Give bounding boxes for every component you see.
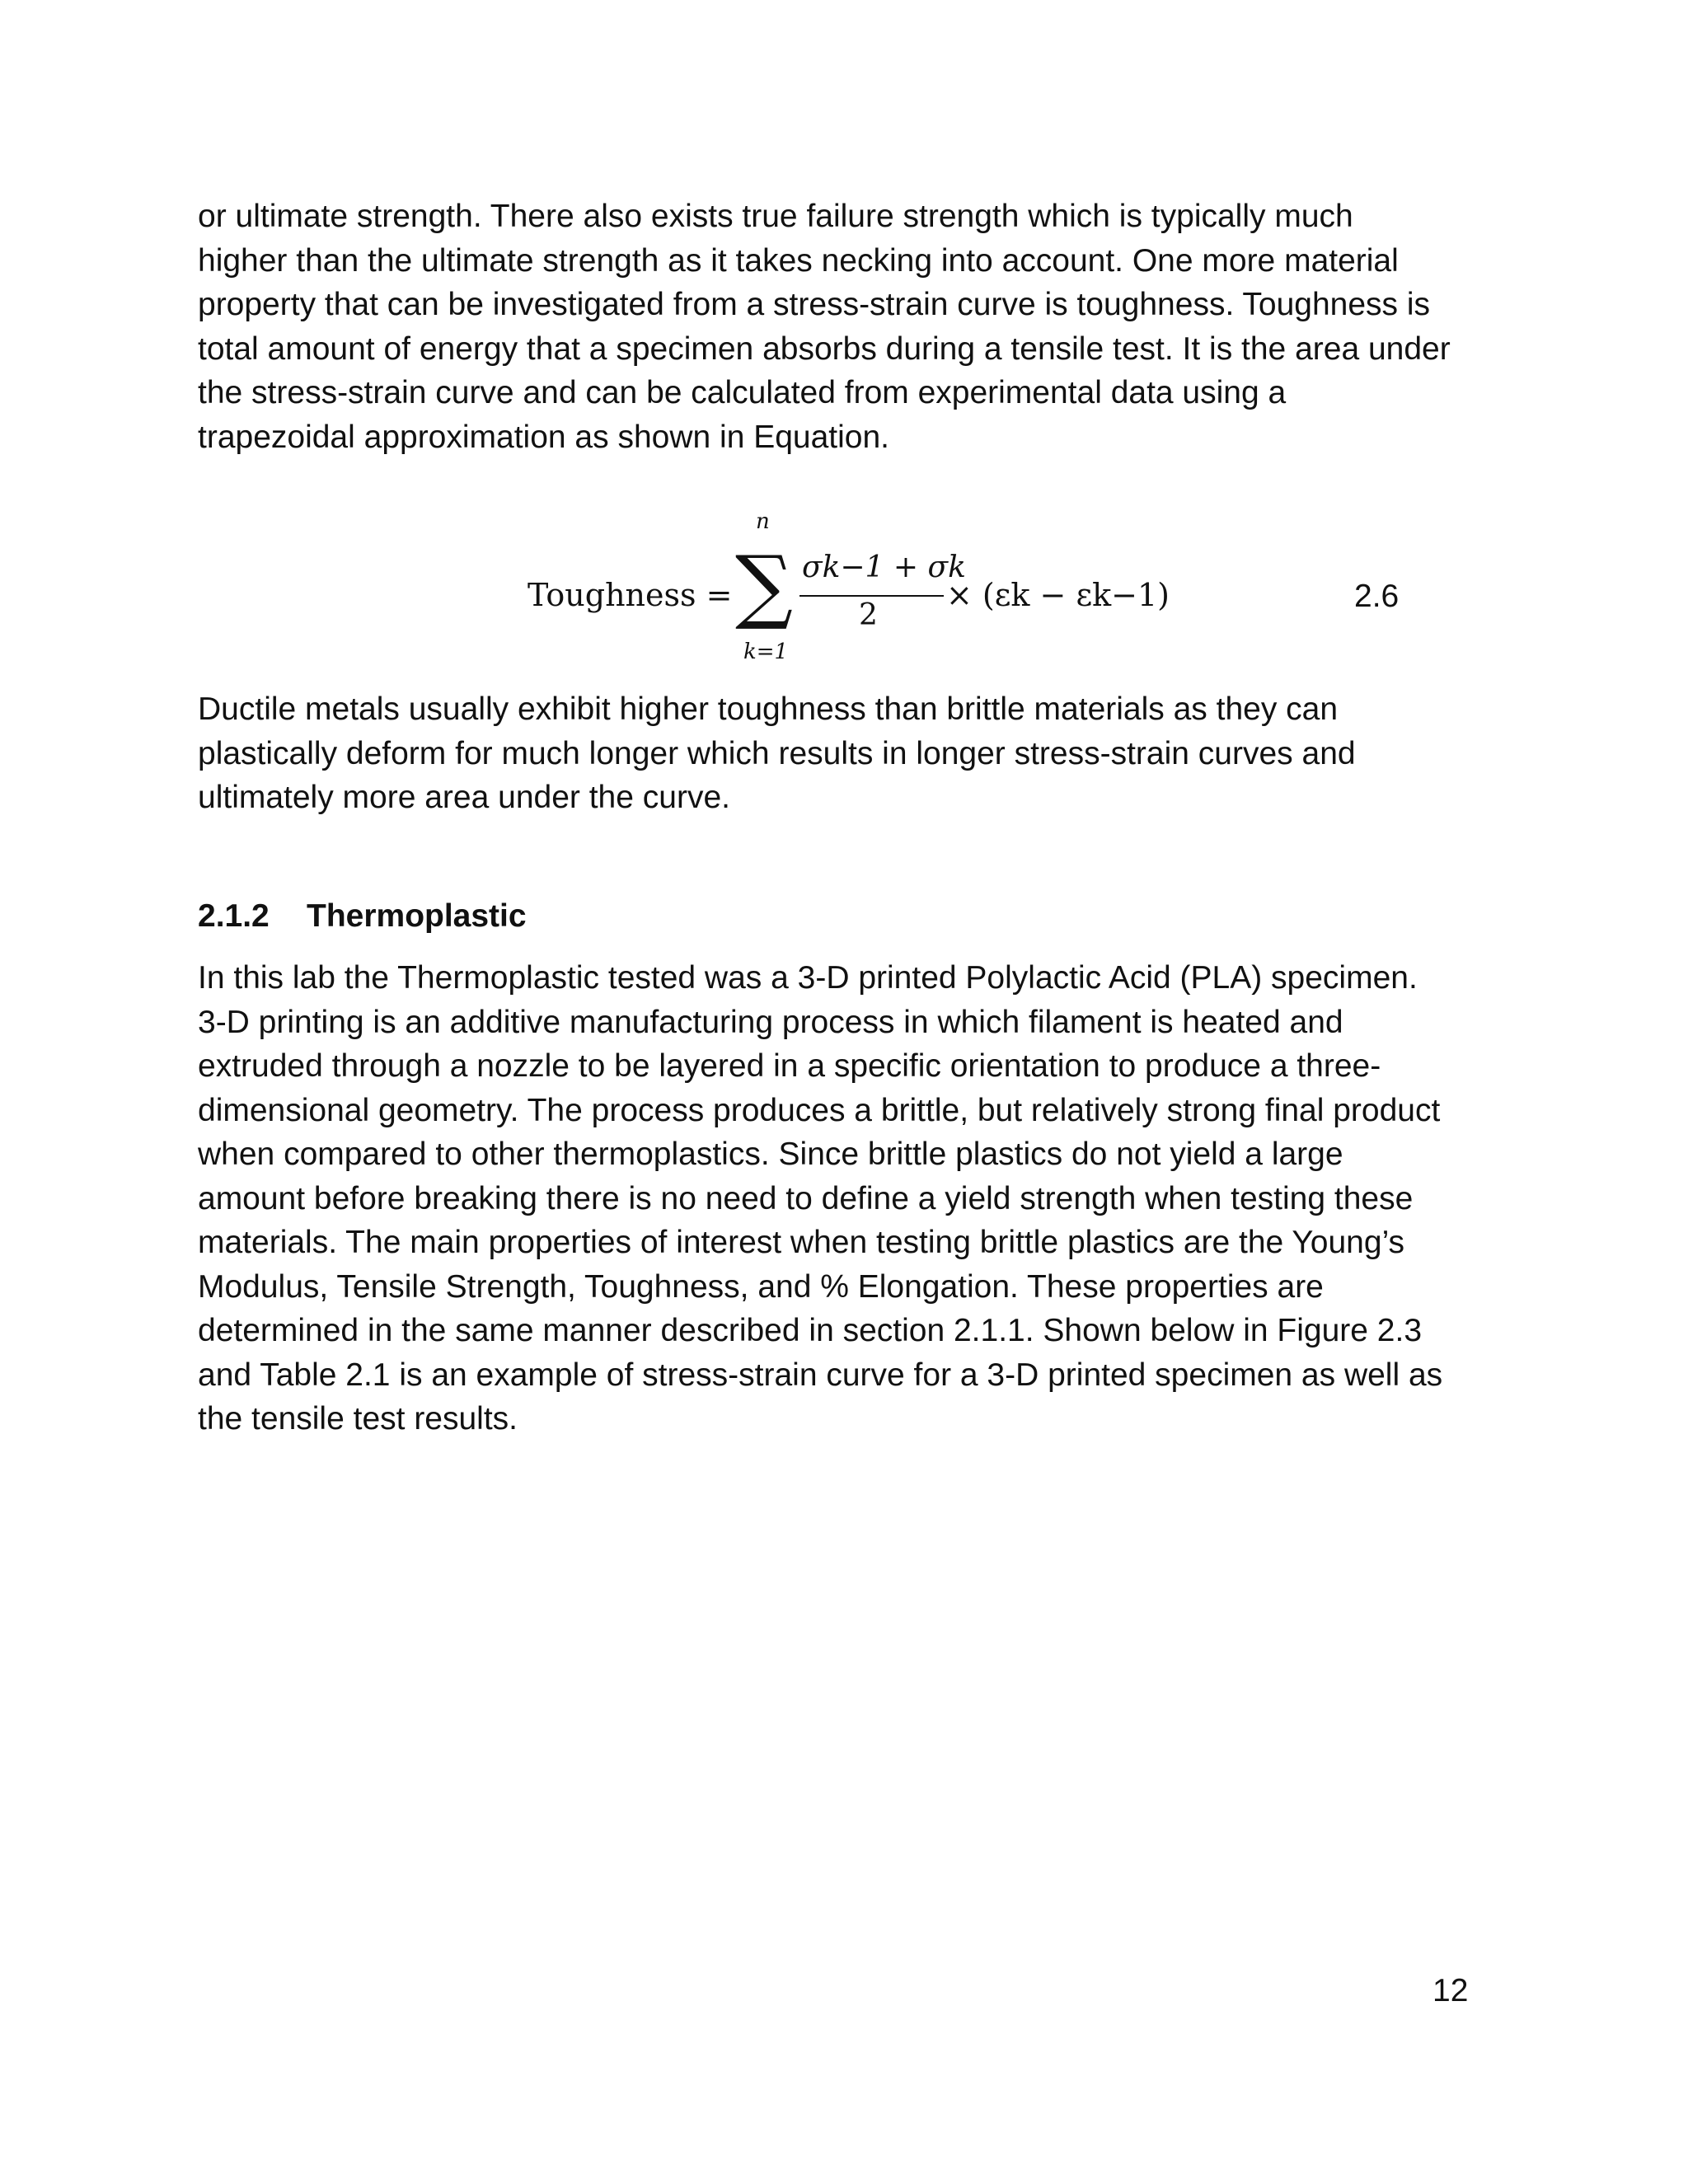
section-heading [198, 898, 527, 935]
paragraph-thermoplastic [198, 956, 1500, 1441]
fraction-denominator: 2 [859, 598, 878, 632]
summation-sign: ∑ [735, 539, 793, 633]
equation-number: 2.6 [1354, 579, 1400, 614]
text-line: ultimately more area under the curve. [198, 780, 730, 815]
text-line: higher than the ultimate strength as it takes necking into account. One more material [198, 242, 1399, 279]
text-line: trapezoidal approximation as shown in Equation. [198, 419, 890, 455]
text-line: the tensile test results. [198, 1401, 518, 1436]
text-line: determined in the same manner described in section 2.1.1. Shown below in Figure 2.3 [198, 1313, 1423, 1348]
text-line: extruded through a nozzle to be layered in a specific orientation to produce a three- [198, 1048, 1381, 1084]
equation-strain-term: × (εk − εk−1) [946, 577, 1170, 613]
paragraph-toughness-intro [198, 194, 1500, 459]
text-line: materials. The main properties of interest when testing brittle plastics are the Young’s [198, 1225, 1405, 1260]
text-line: or ultimate strength. There also exists true failure strength which is typically much [198, 199, 1353, 234]
text-line: amount before breaking there is no need to define a yield strength when testing these [198, 1180, 1414, 1216]
text-line: dimensional geometry. The process produces a brittle, but relatively strong final product [198, 1092, 1441, 1128]
text-line: plastically deform for much longer which results in longer stress-strain curves and [198, 735, 1356, 771]
text-line: the stress-strain curve and can be calculated from experimental data using a [198, 375, 1287, 410]
toughness-equation [528, 509, 1434, 691]
paragraph-ductile-metals [198, 687, 1500, 820]
fraction-bar [799, 595, 944, 597]
equation-lhs: Toughness = [528, 577, 733, 613]
text-line: and Table 2.1 is an example of stress-strain curve for a 3-D printed specimen as well as [198, 1357, 1443, 1393]
text-line: Modulus, Tensile Strength, Toughness, and % Elongation. These properties are [198, 1268, 1324, 1305]
text-line: In this lab the Thermoplastic tested was a 3-D printed Polylactic Acid (PLA) specimen. [198, 960, 1418, 996]
page-number: 12 [1432, 1973, 1469, 2008]
text-line: when compared to other thermoplastics. Since brittle plastics do not yield a large [198, 1137, 1343, 1172]
text-line: Ductile metals usually exhibit higher toughness than brittle materials as they can [198, 691, 1339, 727]
text-line: total amount of energy that a specimen absorbs during a tensile test. It is the area under [198, 330, 1451, 367]
text-line: 3-D printing is an additive manufacturing process in which filament is heated and [198, 1004, 1343, 1040]
summation-lower-limit: k=1 [743, 640, 789, 664]
text-line: property that can be investigated from a stress-strain curve is toughness. Toughness is [198, 287, 1431, 322]
summation-upper-limit: n [756, 509, 770, 534]
fraction-numerator: σk−1 + σk [802, 551, 966, 584]
section-title: Thermoplastic [307, 898, 527, 934]
section-number: 2.1.2 [198, 898, 270, 934]
